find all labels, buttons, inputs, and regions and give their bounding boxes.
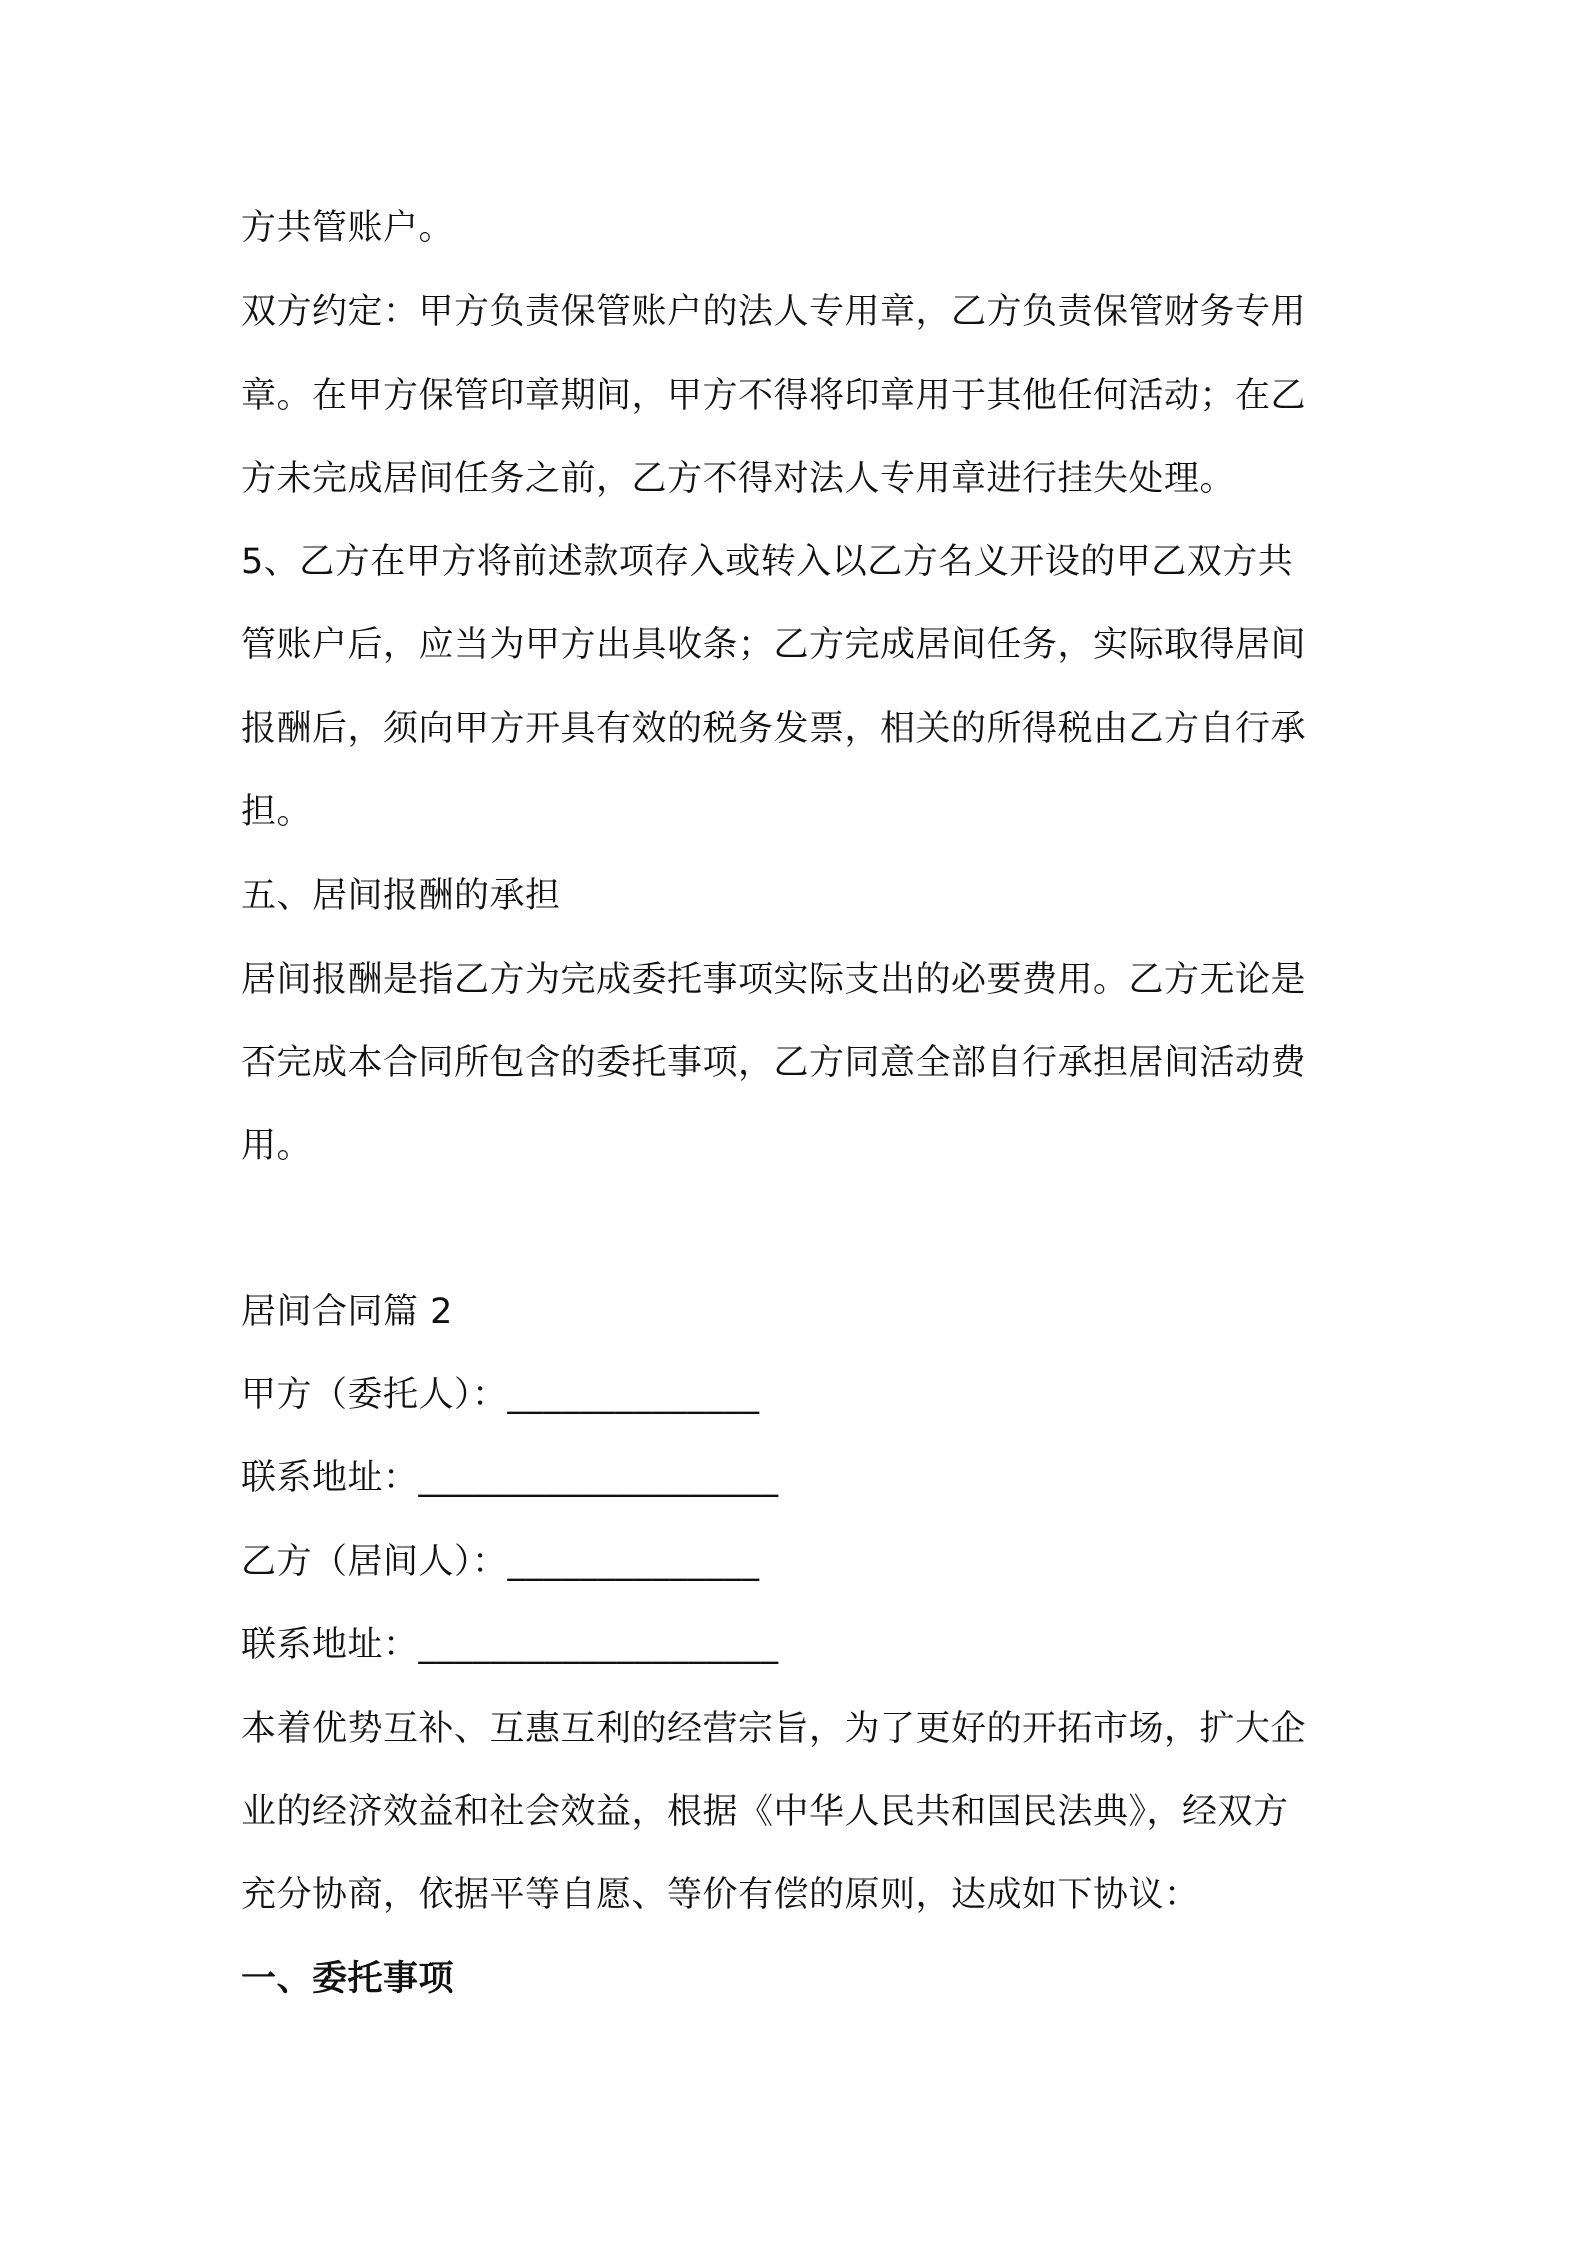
address-field: 联系地址：____________________: [241, 1625, 779, 1665]
contract-title: 居间合同篇 2: [241, 1292, 453, 1332]
text-line: 否完成本合同所包含的委托事项，乙方同意全部自行承担居间活动费: [241, 1043, 1307, 1083]
text-line: 方共管账户。: [241, 208, 455, 248]
section-heading: 一、委托事项: [241, 1959, 455, 1999]
text-line: 管账户后，应当为甲方出具收条；乙方完成居间任务，实际取得居间: [241, 625, 1307, 665]
text-line: 双方约定：甲方负责保管账户的法人专用章，乙方负责保管财务专用: [241, 292, 1307, 332]
party-b-field: 乙方（居间人）：______________: [241, 1542, 760, 1582]
text-line: 本着优势互补、互惠互利的经营宗旨，为了更好的开拓市场，扩大企: [241, 1709, 1307, 1749]
text-line: 业的经济效益和社会效益，根据《中华人民共和国民法典》，经双方: [241, 1792, 1289, 1832]
text-line: 章。在甲方保管印章期间，甲方不得将印章用于其他任何活动；在乙: [241, 376, 1307, 416]
text-line: 用。: [241, 1126, 313, 1166]
text-line: 担。: [241, 792, 313, 832]
text-line: 充分协商，依据平等自愿、等价有偿的原则，达成如下协议：: [241, 1875, 1200, 1915]
text-line: 居间报酬是指乙方为完成委托事项实际支出的必要费用。乙方无论是: [241, 960, 1307, 1000]
text-line: 报酬后，须向甲方开具有效的税务发票，相关的所得税由乙方自行承: [241, 709, 1307, 749]
address-field: 联系地址：____________________: [241, 1458, 779, 1498]
section-heading: 五、居间报酬的承担: [241, 876, 561, 916]
text-line: 方未完成居间任务之前，乙方不得对法人专用章进行挂失处理。: [241, 459, 1236, 499]
party-a-field: 甲方（委托人）：______________: [241, 1375, 760, 1415]
text-line: 5、乙方在甲方将前述款项存入或转入以乙方名义开设的甲乙双方共: [241, 542, 1294, 582]
